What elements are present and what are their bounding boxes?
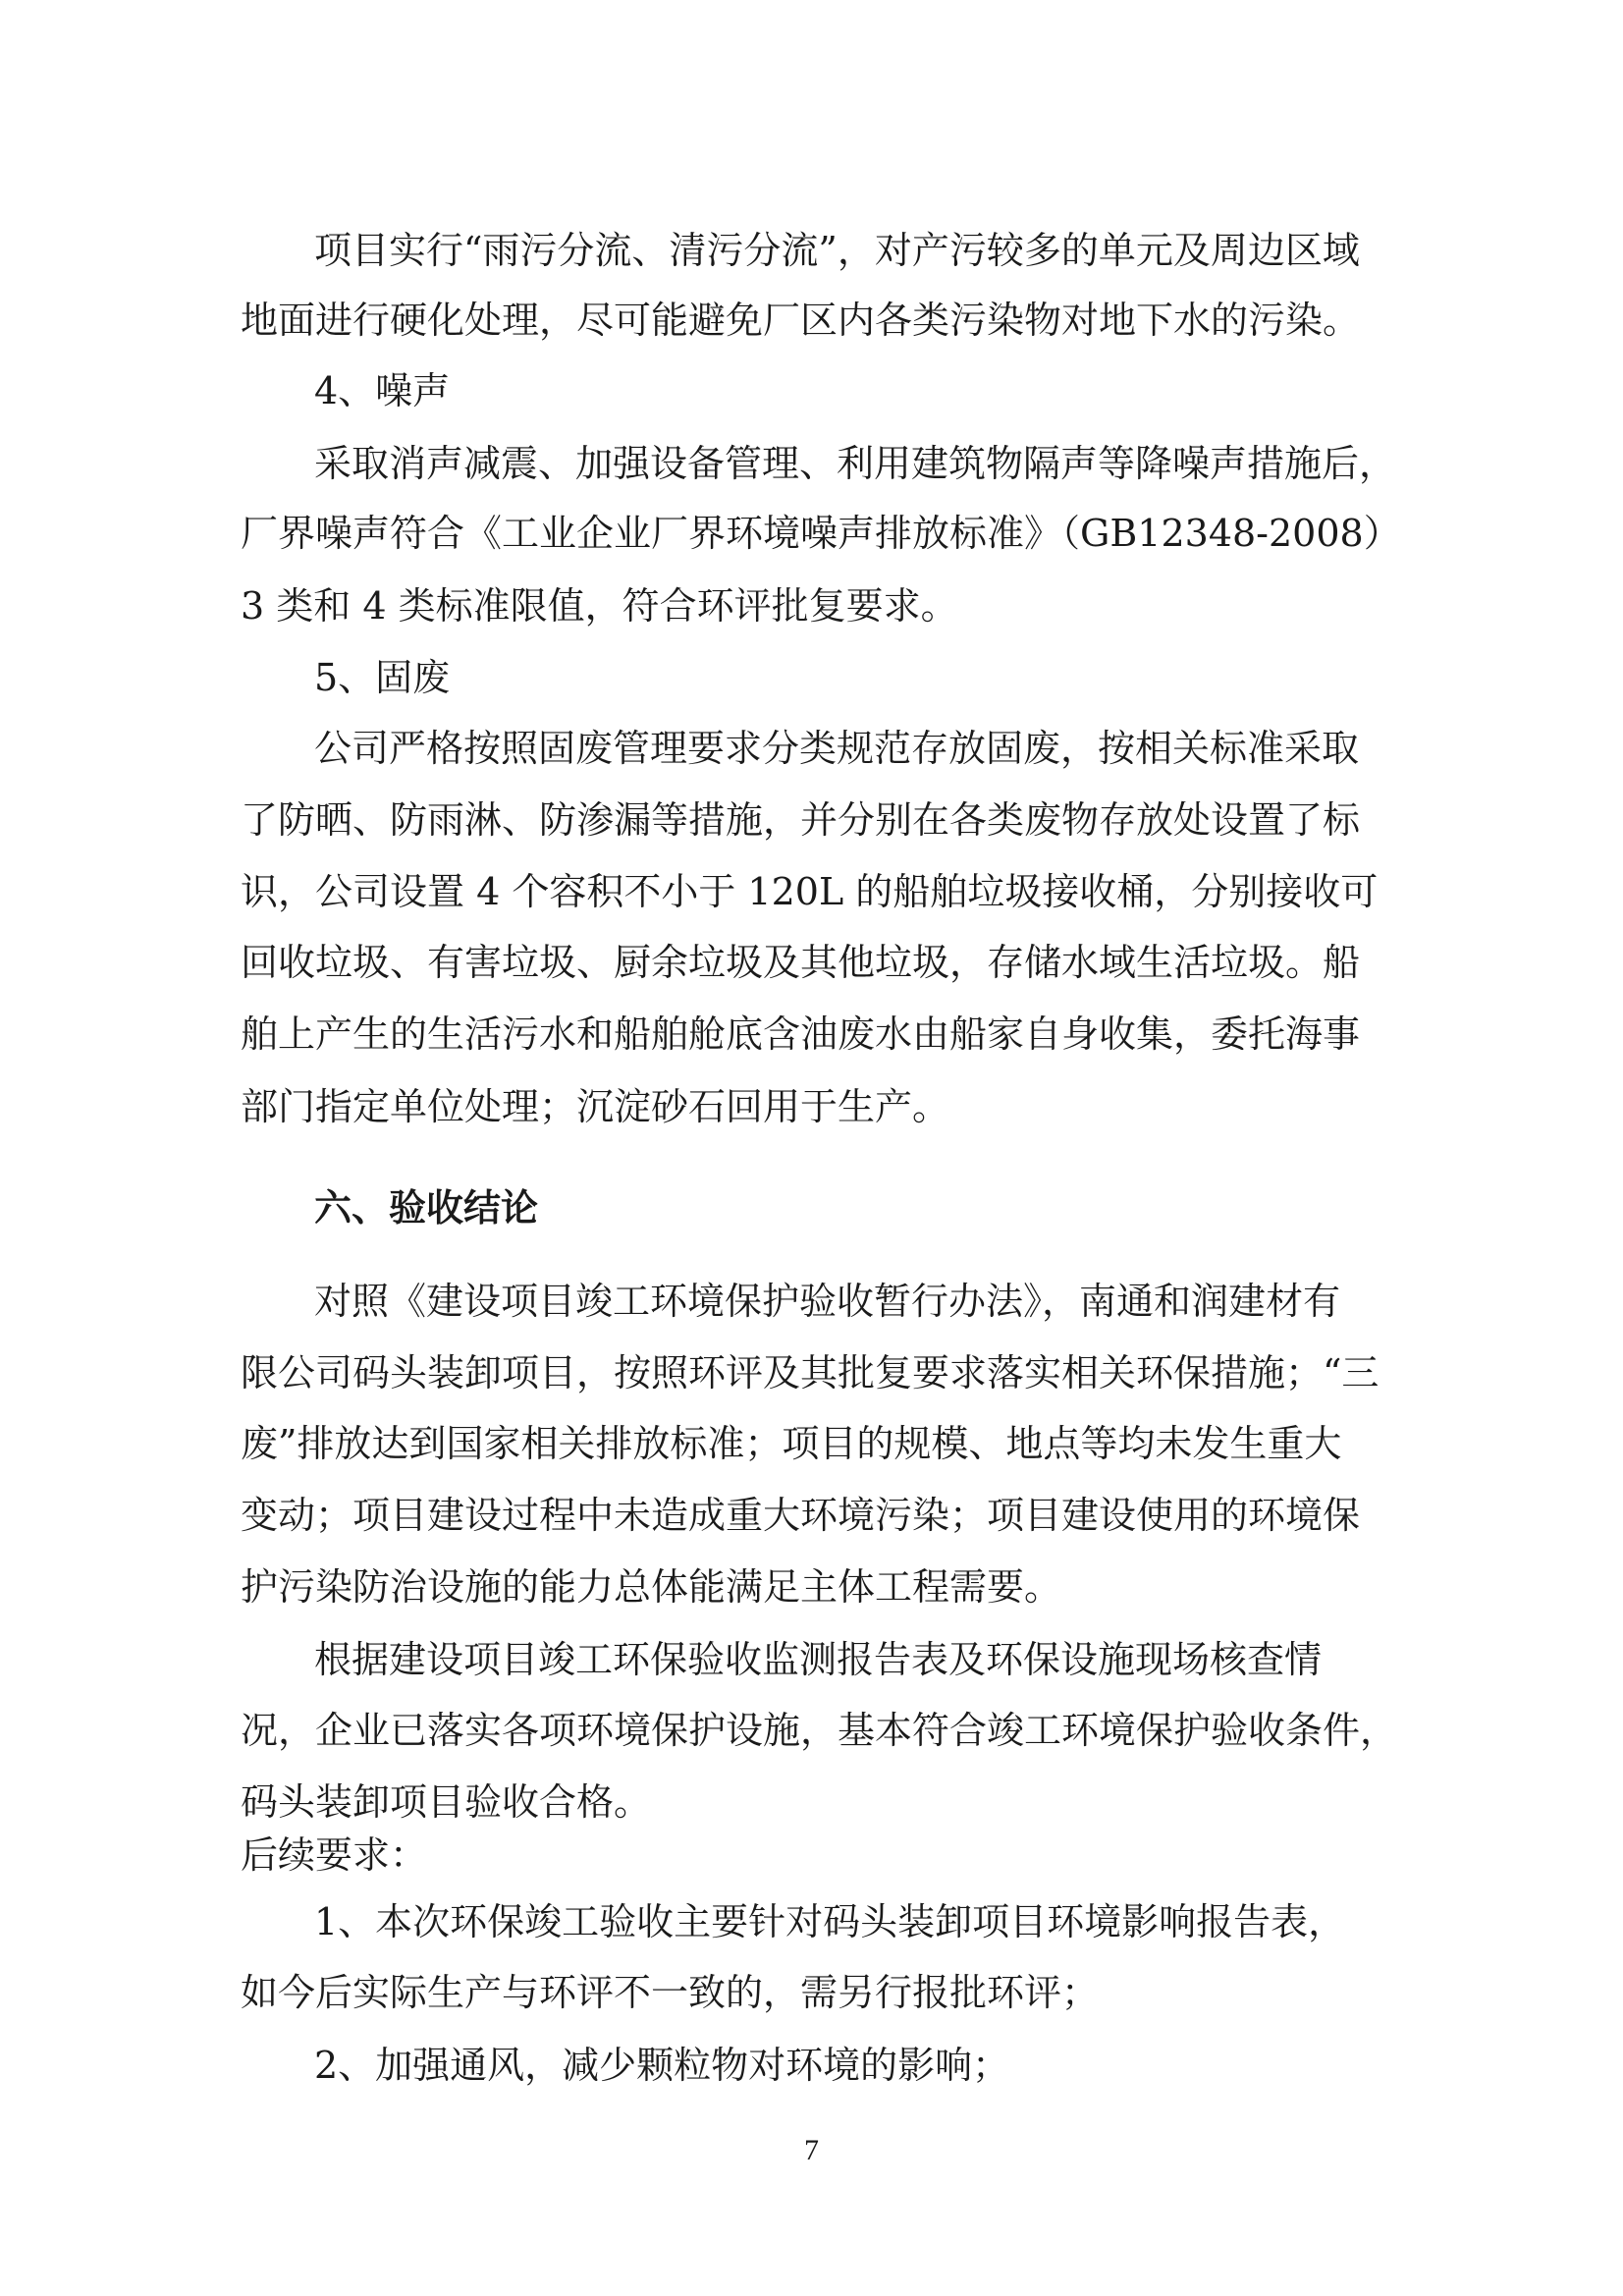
section-label-solid-waste: 5、固废	[314, 656, 451, 699]
section-heading-conclusion: 六、验收结论	[314, 1185, 539, 1230]
paragraph-line: 变动；项目建设过程中未造成重大环境污染；项目建设使用的环境保	[241, 1494, 1361, 1537]
paragraph-line: 厂界噪声符合《工业企业厂界环境噪声排放标准》（GB12348-2008）	[241, 512, 1401, 555]
section-label-noise: 4、噪声	[314, 369, 451, 412]
follow-up-heading: 后续要求：	[241, 1833, 428, 1877]
paragraph-line: 码头装卸项目验收合格。	[241, 1780, 652, 1824]
paragraph-line: 采取消声减震、加强设备管理、利用建筑物隔声等降噪声措施后，	[314, 442, 1397, 485]
list-item-continuation: 如今后实际生产与环评不一致的，需另行报批环评；	[241, 1971, 1100, 2014]
paragraph-line: 部门指定单位处理；沉淀砂石回用于生产。	[241, 1085, 950, 1128]
page-number: 7	[804, 2134, 819, 2166]
paragraph-line: 3 类和 4 类标准限值，符合环评批复要求。	[241, 584, 958, 628]
paragraph-line: 况，企业已落实各项环境保护设施，基本符合竣工环境保护验收条件，	[241, 1709, 1398, 1752]
paragraph-line: 根据建设项目竣工环保验收监测报告表及环保设施现场核查情	[314, 1638, 1323, 1681]
paragraph-line: 识，公司设置 4 个容积不小于 120L 的船舶垃圾接收桶，分别接收可	[241, 870, 1379, 913]
list-item: 1、本次环保竣工验收主要针对码头装卸项目环境影响报告表，	[314, 1900, 1346, 1943]
paragraph-line: 项目实行“雨污分流、清污分流”，对产污较多的单元及周边区域	[314, 229, 1360, 272]
paragraph-line: 公司严格按照固废管理要求分类规范存放固废，按相关标准采取	[314, 727, 1360, 770]
paragraph-line: 舶上产生的生活污水和船舶舱底含油废水由船家自身收集，委托海事	[241, 1012, 1361, 1056]
paragraph-line: 地面进行硬化处理，尽可能避免厂区内各类污染物对地下水的污染。	[241, 299, 1361, 342]
paragraph-line: 对照《建设项目竣工环境保护验收暂行办法》，南通和润建材有	[314, 1280, 1341, 1323]
paragraph-line: 护污染防治设施的能力总体能满足主体工程需要。	[241, 1565, 1062, 1609]
paragraph-line: 回收垃圾、有害垃圾、厨余垃圾及其他垃圾，存储水域生活垃圾。船	[241, 941, 1361, 984]
paragraph-line: 废”排放达到国家相关排放标准；项目的规模、地点等均未发生重大	[241, 1422, 1342, 1465]
list-item: 2、加强通风，减少颗粒物对环境的影响；	[314, 2044, 1010, 2087]
paragraph-line: 限公司码头装卸项目，按照环评及其批复要求落实相关环保措施；“三	[241, 1351, 1380, 1394]
paragraph-line: 了防晒、防雨淋、防渗漏等措施，并分别在各类废物存放处设置了标	[241, 798, 1361, 842]
